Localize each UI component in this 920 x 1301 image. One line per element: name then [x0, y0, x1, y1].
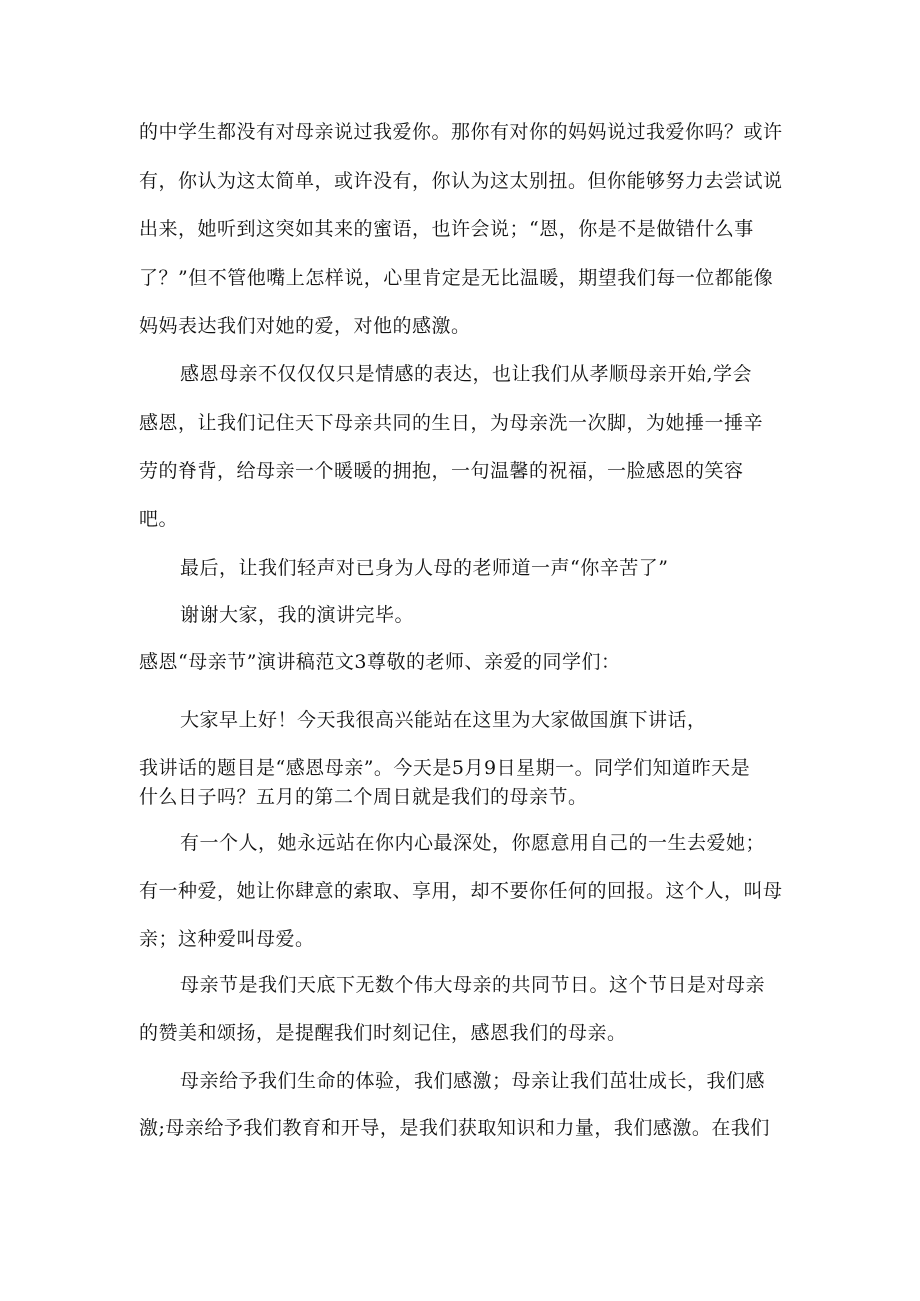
text-line: 感恩母亲不仅仅仅只是情感的表达，也让我们从孝顺母亲开始,学会 — [180, 363, 753, 385]
text-line: 吧。 — [139, 508, 179, 530]
text-line: 谢谢大家，我的演讲完毕。 — [180, 604, 415, 626]
section-heading: 感恩“母亲节”演讲稿范文3尊敬的老师、亲爱的同学们： — [139, 651, 621, 673]
text-line: 最后，让我们轻声对已身为人母的老师道一声“你辛苦了” — [180, 557, 669, 579]
text-line: 的赞美和颂扬，是提醒我们时刻记住，感恩我们的母亲。 — [139, 1022, 627, 1044]
text-line: 大家早上好！今天我很高兴能站在这里为大家做国旗下讲话， — [180, 709, 707, 731]
text-line: 什么日子吗？五月的第二个周日就是我们的母亲节。 — [139, 786, 588, 808]
text-line: 劳的脊背，给母亲一个暖暖的拥抱，一句温馨的祝福，一脸感恩的笑容 — [139, 460, 744, 482]
text-line: 感恩，让我们记住天下母亲共同的生日，为母亲洗一次脚，为她捶一捶辛 — [139, 412, 764, 434]
text-line: 激;母亲给予我们教育和开导，是我们获取知识和力量，我们感激。在我们 — [139, 1117, 770, 1139]
text-line: 出来，她听到这突如其来的蜜语，也许会说；“恩，你是不是做错什么事 — [139, 218, 754, 240]
text-line: 了？”但不管他嘴上怎样说，心里肯定是无比温暖，期望我们每一位都能像 — [139, 267, 774, 289]
text-line: 有一种爱，她让你肆意的索取、享用，却不要你任何的回报。这个人，叫母 — [139, 880, 783, 902]
text-line: 母亲给予我们生命的体验，我们感激；母亲让我们茁壮成长，我们感 — [180, 1070, 766, 1092]
text-line: 我讲话的题目是“感恩母亲”。今天是5月9日星期一。同学们知道昨天是 — [139, 757, 751, 779]
text-line: 母亲节是我们天底下无数个伟大母亲的共同节日。这个节日是对母亲 — [180, 974, 766, 996]
text-line: 亲；这种爱叫母爱。 — [139, 928, 315, 950]
text-line: 有一个人，她永远站在你内心最深处，你愿意用自己的一生去爱她； — [180, 832, 766, 854]
text-line: 的中学生都没有对母亲说过我爱你。那你有对你的妈妈说过我爱你吗？或许 — [139, 121, 783, 143]
text-line: 有，你认为这太简单，或许没有，你认为这太别扭。但你能够努力去尝试说 — [139, 170, 783, 192]
text-line: 妈妈表达我们对她的爱，对他的感激。 — [139, 315, 471, 337]
